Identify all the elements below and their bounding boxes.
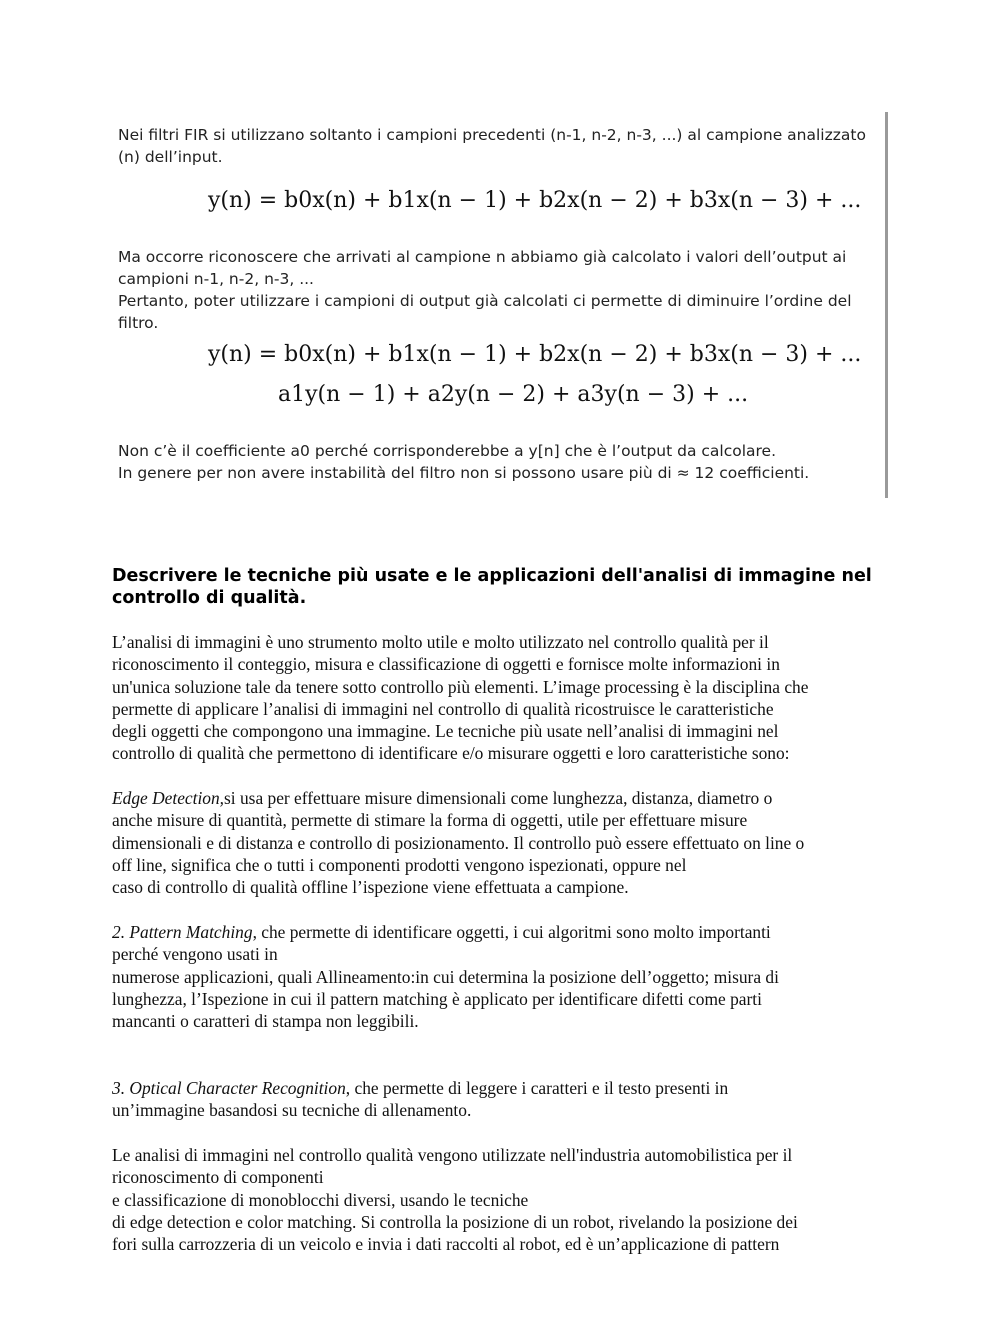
fir-equation: y(n) = b0x(n) + b1x(n − 1) + b2x(n − 2) + b3x(n − 3) + ...	[208, 188, 862, 213]
edge-line: Edge Detection,si usa per effettuare misure dimensionali come lunghezza, distanza, diametro o	[112, 788, 773, 808]
intro-line: permette di applicare l’analisi di immagini nel controllo di qualità ricostruisce le caratteristiche	[112, 698, 774, 719]
applications-paragraph	[112, 1144, 892, 1255]
edge-line: caso di controllo di qualità offline l’ispezione viene effettuata a campione.	[112, 877, 629, 898]
intro-line: degli oggetti che compongono una immagine. Le tecniche più usate nell’analisi di immagini nel	[112, 721, 779, 742]
ocr-line: 3. Optical Character Recognition, che permette di leggere i caratteri e il testo presenti in	[112, 1078, 729, 1098]
fir-line-2: (n) dell’input.	[118, 148, 223, 166]
intro-line: L’analisi di immagini è uno strumento molto utile e molto utilizzato nel controllo qualità per il	[112, 632, 769, 652]
ocr-line: un’immagine basandosi su tecniche di allenamento.	[112, 1100, 472, 1121]
pattern-line: lunghezza, l’Ispezione in cui il pattern matching è applicato per identificare difetti come parti	[112, 988, 762, 1009]
pattern-line: 2. Pattern Matching, che permette di identificare oggetti, i cui algoritmi sono molto importanti	[112, 922, 771, 942]
edge-line: dimensionali e di distanza e controllo di posizionamento. Il controllo può essere effettuato on line o	[112, 832, 805, 853]
iir-line-3: Pertanto, poter utilizzare i campioni di output già calcolati ci permette di diminuire l’ordine del	[118, 292, 852, 310]
pattern-line: perché vengono usati in	[112, 944, 278, 965]
pattern-line: numerose applicazioni, quali Allineamento:in cui determina la posizione dell’oggetto; misura di	[112, 966, 779, 987]
edge-line: anche misure di quantità, permette di stimare la forma di oggetti, utile per effettuare misure	[112, 810, 748, 831]
iir-paragraph	[118, 246, 875, 334]
applications-line: fori sulla carrozzeria di un veicolo e invia i dati raccolti al robot, ed è un’applicazione di pattern	[112, 1234, 780, 1255]
edge-detection-paragraph	[112, 787, 892, 898]
edge-detection-term: Edge Detection,	[112, 788, 225, 808]
applications-line: e classificazione di monoblocchi diversi, usando le tecniche	[112, 1189, 529, 1210]
applications-line: riconoscimento di componenti	[112, 1167, 324, 1188]
filter-notes-image	[112, 112, 888, 498]
ocr-paragraph	[112, 1077, 892, 1122]
pattern-line: mancanti o caratteri di stampa non leggibili.	[112, 1011, 419, 1032]
applications-line: Le analisi di immagini nel controllo qualità vengono utilizzate nell'industria automobilistica per il	[112, 1145, 793, 1165]
pattern-matching-term: 2. Pattern Matching	[112, 922, 253, 942]
coefficient-notes	[118, 440, 875, 484]
iir-equation-line-2: a1y(n − 1) + a2y(n − 2) + a3y(n − 3) + ...	[278, 382, 749, 407]
coefficient-note-1: Non c’è il coefficiente a0 perché corrisponderebbe a y[n] che è l’output da calcolare.	[118, 442, 777, 460]
section-heading: Descrivere le tecniche più usate e le applicazioni dell'analisi di immagine nel controllo di qualità.	[112, 566, 872, 608]
coefficient-note-2: In genere per non avere instabilità del filtro non si possono usare più di ≈ 12 coefficienti.	[118, 464, 810, 482]
fir-line-1: Nei filtri FIR si utilizzano soltanto i campioni precedenti (n-1, n-2, n-3, ...) al campione analizzato	[118, 126, 866, 144]
iir-equation-line-1: y(n) = b0x(n) + b1x(n − 1) + b2x(n − 2) + b3x(n − 3) + ...	[208, 342, 862, 367]
fir-paragraph	[118, 124, 875, 168]
iir-line-4: filtro.	[118, 314, 159, 332]
intro-line: controllo di qualità che permettono di identificare e/o misurare oggetti e loro caratteristiche sono:	[112, 743, 790, 764]
intro-line: un'unica soluzione tale da tenere sotto controllo più elementi. L’image processing è la disciplina che	[112, 676, 809, 697]
intro-paragraph	[112, 631, 892, 765]
applications-line: di edge detection e color matching. Si controlla la posizione di un robot, rivelando la posizione dei	[112, 1211, 798, 1232]
edge-line: off line, significa che o tutti i componenti prodotti vengono ispezionati, oppure nel	[112, 854, 687, 875]
iir-line-2: campioni n-1, n-2, n-3, ...	[118, 270, 314, 288]
intro-line: riconoscimento il conteggio, misura e classificazione di oggetti e fornisce molte informazioni in	[112, 654, 780, 675]
pattern-matching-paragraph	[112, 921, 892, 1032]
ocr-term: 3. Optical Character Recognition	[112, 1078, 346, 1098]
iir-line-1: Ma occorre riconoscere che arrivati al campione n abbiamo già calcolato i valori dell’output ai	[118, 248, 847, 266]
